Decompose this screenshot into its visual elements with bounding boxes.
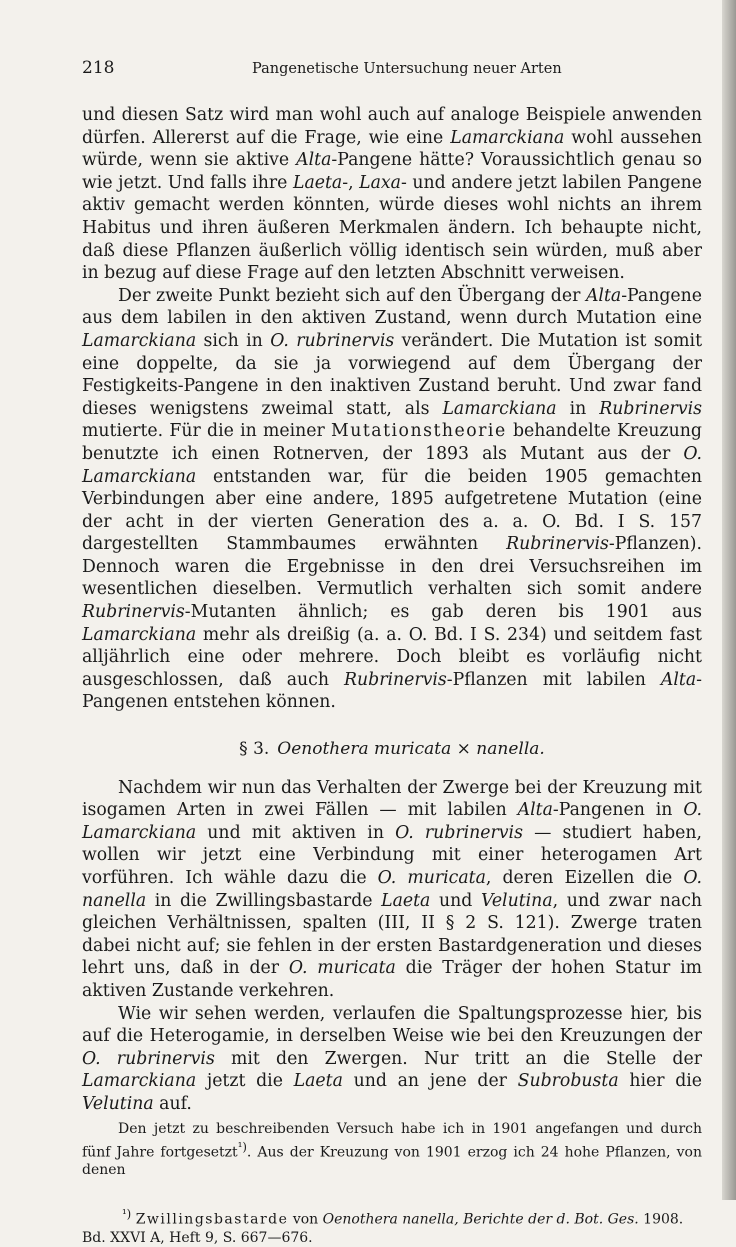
text-run: -Pflanzen). Dennoch waren die Ergebnisse in den drei Versuchsreihen im wesentlichen dieselben. Vermutlich verhalten sich somit andere <box>82 534 702 600</box>
italic-term: O. rubrinervis <box>395 822 523 843</box>
italic-term: Lamarckiana <box>82 1071 197 1092</box>
italic-term: Rubrinervis <box>599 398 702 419</box>
italic-term: Laeta <box>293 1071 343 1092</box>
italic-term: O. Lamarckiana <box>82 443 702 487</box>
italic-term: Lamarckiana <box>82 624 197 645</box>
text-run: Wie wir sehen werden, verlaufen die Spaltungsprozesse hier, bis auf die Heterogamie, in derselben Weise wie bei den Kreuzungen der <box>82 1003 702 1047</box>
text-run: -Pangene hätte? Voraussichtlich genau so wie jetzt. Und falls ihre <box>82 150 702 193</box>
italic-term: Alta <box>517 800 553 821</box>
text-run: mehr als dreißig (a. a. O. Bd. I S. 234) und seitdem fast alljährlich eine oder mehrere. Doch bleibt es vorläufig nicht ausgeschlossen, daß auch <box>82 624 702 690</box>
italic-term: Rubrinervis <box>344 669 447 690</box>
italic-term: Alta <box>660 669 697 690</box>
text-run: . Aus der Kreuzung von 1901 erzog ich 24 hohe Pflanzen, von denen <box>82 1144 702 1179</box>
text-run: -Pangenen in <box>552 800 684 821</box>
main-text <box>82 104 702 1116</box>
text-run: und <box>430 890 481 911</box>
footnote <box>82 1205 702 1247</box>
paragraph-3 <box>82 777 702 1003</box>
text-run: mit den Zwergen. Nur tritt an die Stelle der <box>214 1048 702 1069</box>
footnote-text <box>82 1205 702 1247</box>
text-run: in <box>556 398 600 419</box>
spaced-term: Zwillingsbastarde <box>135 1211 289 1228</box>
section-number: § 3. <box>239 739 270 760</box>
text-run: — studiert haben, wollen wir jetzt eine Verbindung mit einer heterogamen Art vorführen. Ich wähle dazu die <box>82 822 702 888</box>
italic-term: Rubrinervis <box>506 534 609 555</box>
page-edge-shadow <box>722 0 736 1200</box>
italic-term: Velutina <box>480 890 553 911</box>
italic-term: O. muricata <box>288 958 396 979</box>
text-run: verändert. Die Mutation ist somit eine doppelte, da sie ja vorwiegend auf dem Übergang der Festigkeits-Pangene in den inaktiven Zustand beruht. Und zwar fand dieses wenigstens zweimal statt, als <box>82 330 703 419</box>
text-run: hier die <box>618 1071 703 1092</box>
italic-term: Laxa <box>359 172 401 193</box>
text-run: in die Zwillingsbastarde <box>146 890 382 911</box>
italic-term: Lamarckiana <box>82 330 197 351</box>
italic-term: Laeta <box>292 172 343 193</box>
text-run: von <box>288 1211 323 1228</box>
running-head: Pangenetische Untersuchung neuer Arten <box>252 61 562 77</box>
text-run: und diesen Satz wird man wohl auch auf analoge Beispiele anwenden dürfen. Allererst auf die Frage, wie eine <box>82 105 702 148</box>
italic-term: Alta <box>296 150 332 171</box>
text-run: -Pflanzen mit labilen <box>446 669 661 690</box>
text-run: Den jetzt zu beschreibenden Versuch habe ich in 1901 angefangen und durch fünf Jahre fortgesetzt <box>82 1120 702 1161</box>
paragraph-2 <box>82 285 702 714</box>
text-run: Der zweite Punkt bezieht sich auf den Übergang der <box>118 285 586 306</box>
spaced-term: Mutationstheorie <box>331 421 507 442</box>
text-run: -, <box>342 172 360 193</box>
text-run: sich in <box>196 330 271 351</box>
italic-term: O. rubrinervis <box>270 330 395 351</box>
section-title: Oenothera muricata × nanella. <box>277 739 545 760</box>
italic-term: Rubrinervis <box>82 602 185 623</box>
text-run: , deren Eizellen die <box>485 868 684 888</box>
text-run: Nachdem wir nun das Verhalten der Zwerge bei der Kreuzung mit isogamen Arten in zwei Fällen — mit labilen <box>82 777 702 821</box>
text-run: wohl aussehen würde, wenn sie aktive <box>82 127 702 171</box>
footnote-mark: ¹) <box>122 1207 132 1222</box>
text-run: behandelte Kreuzung benutzte ich einen Rotnerven, der 1893 als Mutant aus der <box>82 421 702 464</box>
italic-term: O. Lamarckiana <box>82 800 702 843</box>
text-run: mutierte. Für die in meiner <box>82 421 332 442</box>
italic-term: Alta <box>585 285 622 306</box>
italic-term: Subrobusta <box>517 1071 619 1092</box>
text-run: und an jene der <box>342 1071 518 1092</box>
small-paragraph <box>82 1120 702 1180</box>
text-run: jetzt die <box>196 1071 294 1092</box>
text-run: entstanden war, für die beiden 1905 gemachten Verbindungen aber eine andere, 1895 aufgetretene Mutation (eine der acht in der vierten Generation des a. a. O. Bd. I S. 157 dargestellten Stammbaumes erwähnten <box>82 466 702 555</box>
text-run: -Mutanten ähnlich; es gab deren bis 1901 aus <box>184 602 702 623</box>
text-run: die Träger der hohen Statur im aktiven Zustande verkehren. <box>82 958 702 1001</box>
small-print-paragraph <box>82 1120 702 1180</box>
italic-term: Lamarckiana <box>442 398 557 419</box>
page-number: 218 <box>82 58 115 78</box>
italic-term: Velutina <box>82 1093 154 1114</box>
paragraph-1 <box>82 104 702 285</box>
footnote-reference: ¹) <box>237 1139 247 1154</box>
text-run: auf. <box>153 1093 192 1114</box>
italic-term: O. rubrinervis <box>82 1048 215 1069</box>
text-run: , und zwar nach gleichen Verhältnissen, spalten (III, II § 2 S. 121). Zwerge traten dabei nicht auf; sie fehlen in der ersten Bastardgeneration und dieses lehrt uns, daß in der <box>82 890 702 979</box>
page-header <box>82 58 702 78</box>
text-run: -Pangene aus dem labilen in den aktiven Zustand, wenn durch Mutation eine <box>82 285 702 329</box>
section-heading <box>82 738 702 761</box>
text-run: und mit aktiven in <box>196 822 396 843</box>
text-run: - und andere jetzt labilen Pangene aktiv gemacht werden könnten, würde dieses wohl nichts an ihrem Habitus und ihren äußeren Merkmalen ändern. Ich behaupte nicht, daß diese Pflanzen äußerlich völlig identisch sein würden, muß aber in bezug auf diese Frage auf den letzten Abschnitt verweisen. <box>82 172 703 284</box>
text-run: -Pangenen entstehen können. <box>82 669 702 713</box>
italic-term: Oenothera nanella, Berichte der d. Bot. Ges. <box>322 1211 639 1228</box>
italic-term: Lamarckiana <box>450 127 565 148</box>
text-run: 1908. Bd. XXVI A, Heft 9, S. 667—676. <box>82 1211 684 1246</box>
italic-term: O. muricata <box>377 868 486 888</box>
italic-term: O. nanella <box>82 868 702 911</box>
italic-term: Laeta <box>381 890 431 911</box>
paragraph-4 <box>82 1003 702 1116</box>
